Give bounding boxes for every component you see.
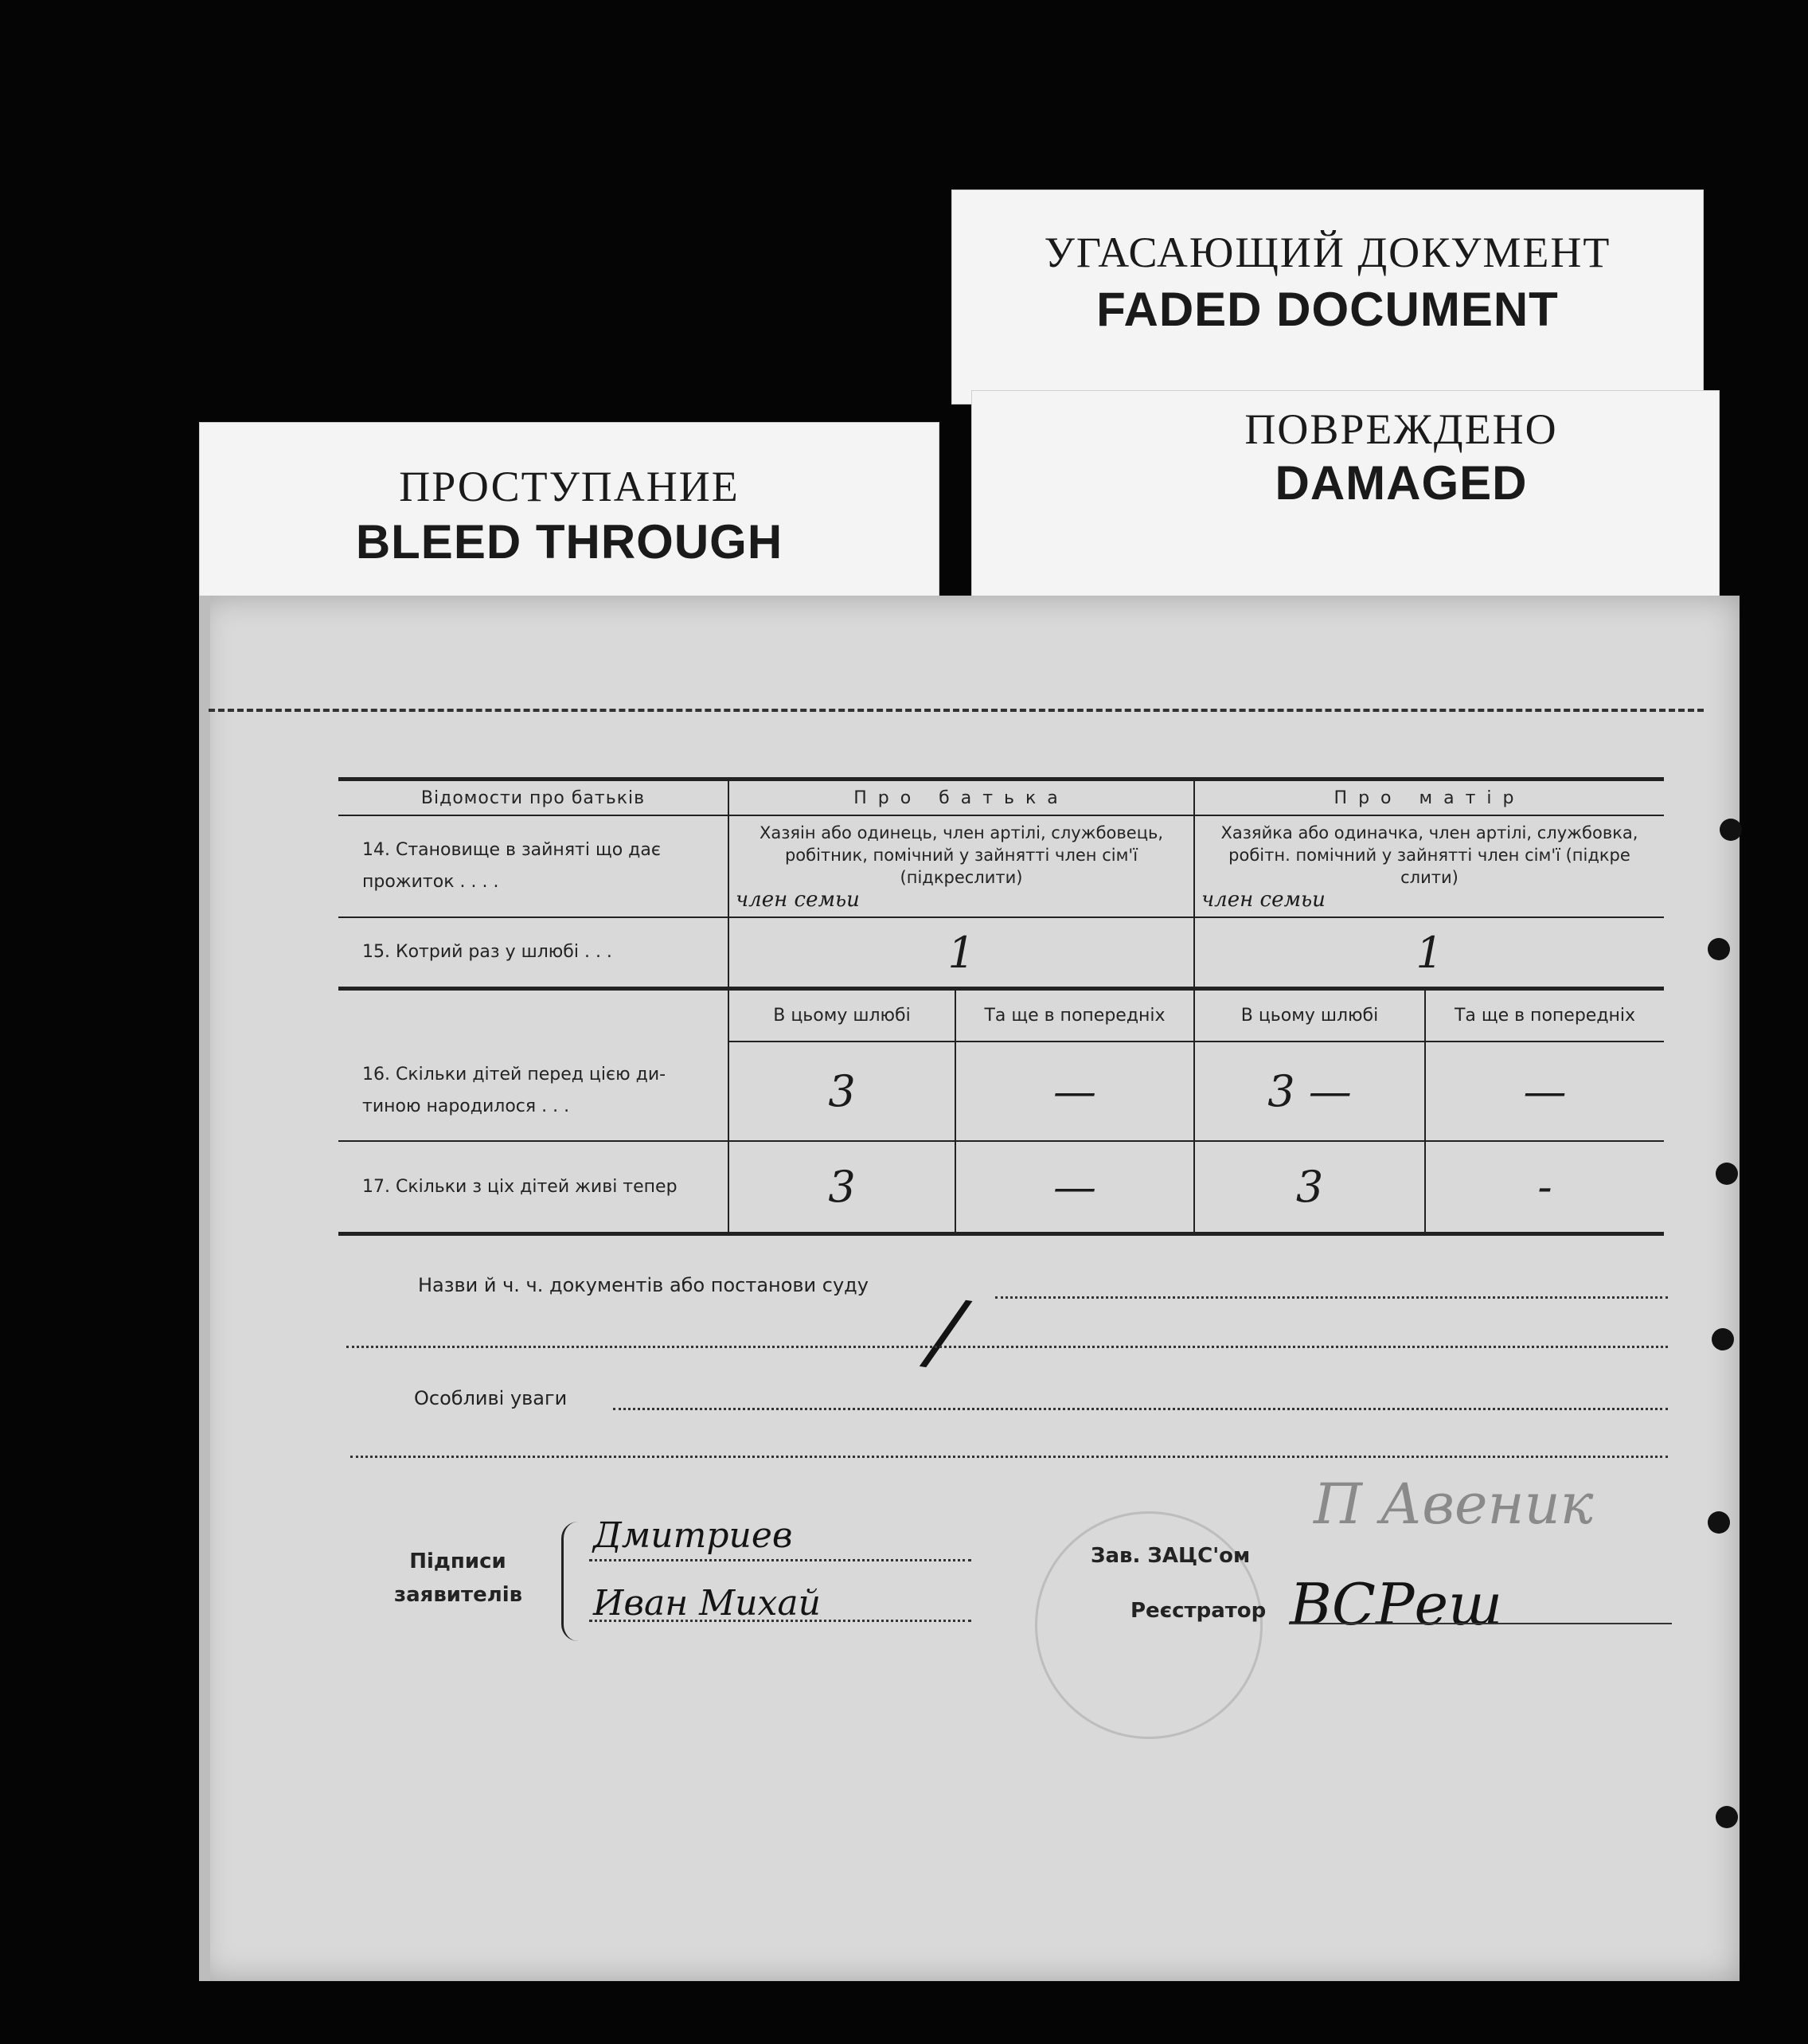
row16-label-line1: 16. Скільки дітей перед цією ди- [362,1065,666,1085]
head-zags-label: Зав. ЗАЦС'ом [1091,1544,1251,1568]
row16-label-line2: тиною народилося . . . [362,1096,570,1116]
row17-label: 17. Скільки з ціх дітей живі тепер [338,1141,728,1234]
row16-label [338,1042,728,1141]
row14-father-cell [728,815,1194,917]
parents-info-table [338,777,1664,1236]
header-mother: Про матір [1194,780,1664,816]
documents-dots-1 [995,1296,1668,1299]
notes-dots-2 [350,1456,1668,1458]
documents-dots-2 [346,1346,1668,1348]
faded-ru-label: УГАСАЮЩИЙ ДОКУМЕНТ [1044,229,1611,276]
bleed-through-card [199,422,939,613]
registrar-sig-line [1290,1623,1672,1624]
perforation-line [209,709,1704,712]
header-father: Про батька [728,780,1194,816]
faded-document-card [951,190,1704,405]
table-row-15 [338,917,1664,989]
row14-label [338,815,728,917]
binding-hole-5 [1708,1511,1730,1534]
binding-hole-2 [1708,938,1730,960]
row14-mother-text: Хазяйка або одиначка, член артілі, службовка, робітн. помічний у зайнятті член сім'ї (підкре слити) [1220,823,1638,887]
damaged-en-label: DAMAGED [1275,456,1528,510]
row16-mother-prev: — [1425,1042,1664,1141]
applicant-sig-line-2 [589,1620,971,1622]
applicant-sig-line-1 [589,1559,971,1561]
damaged-card [971,390,1720,601]
table-row-17 [338,1141,1664,1234]
registrar-signature: ВСРеш [1290,1571,1503,1638]
subheader-father-prev: Та ще в попередніх [955,989,1194,1042]
row16-father-this: 3 [728,1042,955,1141]
row15-father-value: 1 [728,917,1194,989]
row14-father-handwriting: член семьи [736,888,860,912]
subheader-father-this: В цьому шлюбі [728,989,955,1042]
applicants-brace [561,1522,578,1641]
table-header-row [338,780,1664,816]
table-row-14 [338,815,1664,917]
subheader-blank [338,989,728,1042]
binding-hole-4 [1712,1328,1734,1350]
header-parents-info: Відомости про батьків [338,780,728,816]
faded-en-label: FADED DOCUMENT [1096,283,1559,336]
row15-label: 15. Котрий раз у шлюбі . . . [338,917,728,989]
row17-mother-this: 3 [1194,1141,1425,1234]
binding-hole-1 [1720,819,1742,841]
damaged-ru-label: ПОВРЕЖДЕНО [1244,405,1558,453]
registrar-label: Реєстратор [1130,1599,1267,1623]
notes-dots-1 [613,1408,1668,1410]
applicant-signature-2: Иван Михай [593,1583,821,1624]
row16-father-prev: — [955,1042,1194,1141]
subheader-mother-this: В цьому шлюбі [1194,989,1425,1042]
row14-father-text: Хазяін або одинець, член артілі, службовець, робітник, помічний у зайнятті член сім'ї (підкреслити) [759,823,1164,887]
notes-label: Особливі уваги [414,1387,568,1409]
row14-label-line1: 14. Становище в зайняті що дає [362,840,661,860]
documents-label: Назви й ч. ч. документів або постанови суду [418,1274,869,1296]
binding-hole-3 [1716,1163,1738,1185]
row14-label-line2: прожиток . . . . [362,872,499,892]
row17-father-this: 3 [728,1141,955,1234]
head-signature: П Авеник [1314,1471,1594,1537]
row14-mother-handwriting: член семьи [1201,888,1326,912]
row17-father-prev: — [955,1141,1194,1234]
applicant-signature-1: Дмитриев [593,1515,793,1556]
documents-handwriting: / [924,1279,968,1384]
table-subheader-row [338,989,1664,1042]
row17-mother-prev: - [1425,1141,1664,1234]
sheet-edge [199,596,210,1981]
bleed-ru-label: ПРОСТУПАНИЕ [399,463,740,510]
document-sheet [199,596,1740,1981]
row15-mother-value: 1 [1194,917,1664,989]
bleed-en-label: BLEED THROUGH [355,515,783,569]
row14-mother-cell [1194,815,1664,917]
row16-mother-this: 3 — [1194,1042,1425,1141]
table-row-16 [338,1042,1664,1141]
applicants-signature-label: Підписи заявителів [394,1550,523,1607]
binding-hole-6 [1716,1806,1738,1828]
subheader-mother-prev: Та ще в попередніх [1425,989,1664,1042]
